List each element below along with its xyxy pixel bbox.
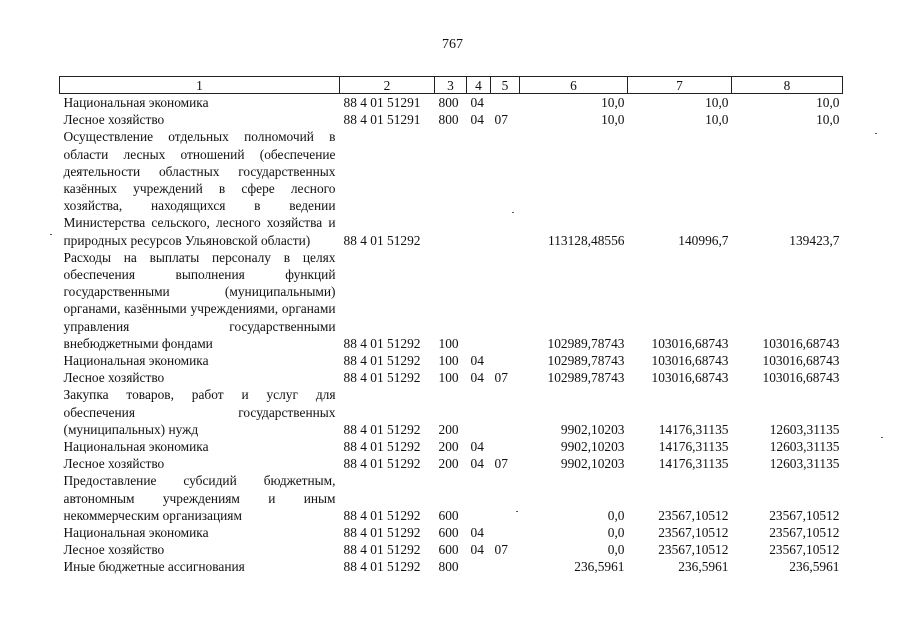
table-row [60, 455, 843, 472]
section-code: 04 [470, 370, 484, 386]
column-number-header: 4 [467, 77, 491, 94]
amount-col-7: 103016,68743 [651, 335, 729, 351]
subsection-code [491, 94, 520, 112]
target-article-code: 88 4 01 51292 [343, 335, 421, 351]
subsection-code [491, 128, 520, 248]
amount-col-7: 10,0 [705, 95, 729, 110]
table-row [60, 249, 843, 352]
amount-col-7: 14176,31135 [658, 456, 729, 472]
amount-col-6: 102989,78743 [547, 353, 625, 369]
row-name: Лесное хозяйство [63, 542, 165, 558]
column-number-header: 7 [628, 77, 732, 94]
table-body [60, 94, 843, 576]
subsection-code [491, 472, 520, 524]
row-name: Лесное хозяйство [63, 370, 165, 386]
expense-type: 800 [438, 559, 459, 575]
subsection-code: 07 [494, 112, 508, 128]
target-article-code: 88 4 01 51292 [343, 507, 421, 523]
section-code [467, 386, 491, 438]
target-article-code: 88 4 01 51292 [343, 542, 421, 558]
expense-type: 100 [438, 353, 459, 369]
subsection-code [491, 249, 520, 352]
table-row [60, 352, 843, 369]
amount-col-8: 23567,10512 [769, 542, 840, 558]
table-row [60, 472, 843, 524]
amount-col-7: 103016,68743 [651, 353, 729, 369]
table-row [60, 111, 843, 128]
amount-col-8: 12603,31135 [769, 421, 840, 437]
section-code [467, 128, 491, 248]
scan-speck [881, 437, 883, 438]
subsection-code [491, 352, 520, 369]
table-row [60, 386, 843, 438]
table-row [60, 128, 843, 248]
amount-col-8: 23567,10512 [769, 507, 840, 523]
target-article-code: 88 4 01 51292 [343, 456, 421, 472]
amount-col-8: 12603,31135 [769, 456, 840, 472]
table-row [60, 369, 843, 386]
row-name: Предоставление субсидий бюджетным, автономным учреждениям и иным некоммерческим организациям [63, 473, 336, 523]
amount-col-7: 23567,10512 [658, 525, 729, 541]
amount-col-6: 0,0 [607, 542, 625, 558]
row-name: Закупка товаров, работ и услуг для обеспечения государственных (муниципальных) нужд [63, 387, 336, 437]
amount-col-8: 139423,7 [789, 232, 840, 248]
amount-col-8: 103016,68743 [762, 335, 840, 351]
scan-speck [516, 511, 518, 512]
amount-col-6: 102989,78743 [547, 370, 625, 386]
amount-col-6: 9902,10203 [560, 421, 625, 437]
target-article-code: 88 4 01 51292 [343, 439, 421, 455]
amount-col-7: 140996,7 [678, 232, 729, 248]
amount-col-6: 10,0 [601, 112, 625, 128]
row-name: Национальная экономика [63, 353, 209, 369]
section-code: 04 [470, 112, 484, 128]
column-number-row [60, 77, 843, 94]
amount-col-6: 113128,48556 [548, 232, 625, 248]
target-article-code: 88 4 01 51292 [343, 421, 421, 437]
column-number-header: 3 [435, 77, 467, 94]
amount-col-7: 14176,31135 [658, 439, 729, 455]
subsection-code [491, 386, 520, 438]
column-number-header: 1 [60, 77, 340, 94]
column-number-header: 6 [520, 77, 628, 94]
target-article-code: 88 4 01 51291 [343, 112, 421, 128]
section-code: 04 [470, 525, 484, 541]
amount-col-8: 10,0 [816, 112, 840, 128]
expense-type: 600 [438, 525, 459, 541]
budget-table [59, 76, 843, 576]
amount-col-6: 9902,10203 [560, 439, 625, 455]
amount-col-7: 236,5961 [678, 559, 729, 575]
expense-type: 800 [438, 95, 459, 110]
row-name: Лесное хозяйство [63, 112, 165, 128]
amount-col-8: 103016,68743 [762, 370, 840, 386]
column-number-header: 8 [732, 77, 843, 94]
amount-col-8: 236,5961 [789, 559, 840, 575]
subsection-code [491, 558, 520, 575]
row-name: Расходы на выплаты персоналу в целях обеспечения выполнения функций государственными (муниципальными) органами, казёнными учреждениями, органами управления государственными внебюджетными фондами [63, 249, 336, 351]
amount-col-7: 14176,31135 [658, 421, 729, 437]
target-article-code: 88 4 01 51292 [343, 353, 421, 369]
table-row [60, 524, 843, 541]
target-article-code: 88 4 01 51292 [343, 232, 421, 248]
expense-type [435, 128, 467, 248]
amount-col-6: 236,5961 [574, 559, 625, 575]
section-code [467, 558, 491, 575]
row-name: Иные бюджетные ассигнования [63, 559, 245, 575]
amount-col-7: 23567,10512 [658, 542, 729, 558]
column-number-header: 2 [340, 77, 435, 94]
target-article-code: 88 4 01 51292 [343, 370, 421, 386]
section-code: 04 [470, 456, 484, 472]
expense-type: 100 [438, 335, 459, 351]
subsection-code: 07 [494, 370, 508, 386]
target-article-code: 88 4 01 51291 [343, 95, 421, 110]
expense-type: 200 [438, 421, 459, 437]
target-article-code: 88 4 01 51292 [343, 525, 421, 541]
expense-type: 800 [438, 112, 459, 128]
expense-type: 600 [438, 507, 459, 523]
row-name: Осуществление отдельных полномочий в области лесных отношений (обеспечение деятельности областных государственных казённых учреждений в сфере лесного хозяйства, находящихся в ведении Министерства сельского, лесного хозяйства и природных ресурсов Ульяновской области) [63, 129, 336, 248]
subsection-code: 07 [494, 456, 508, 472]
section-code [467, 249, 491, 352]
scan-speck [50, 234, 52, 235]
column-number-header: 5 [491, 77, 520, 94]
expense-type: 200 [438, 456, 459, 472]
amount-col-6: 0,0 [607, 525, 625, 541]
subsection-code: 07 [494, 542, 508, 558]
section-code: 04 [470, 95, 484, 110]
page-number: 767 [442, 37, 463, 52]
expense-type: 600 [438, 542, 459, 558]
subsection-code [491, 524, 520, 541]
section-code: 04 [470, 353, 484, 369]
amount-col-8: 103016,68743 [762, 353, 840, 369]
amount-col-6: 10,0 [601, 95, 625, 110]
scan-speck [875, 133, 877, 134]
row-name: Лесное хозяйство [63, 456, 165, 472]
expense-type: 200 [438, 439, 459, 455]
table-row [60, 558, 843, 575]
scan-speck [512, 212, 514, 213]
amount-col-6: 0,0 [607, 507, 625, 523]
table-row [60, 94, 843, 112]
row-name: Национальная экономика [63, 439, 209, 455]
amount-col-7: 10,0 [705, 112, 729, 128]
amount-col-8: 10,0 [816, 95, 840, 110]
table-row [60, 438, 843, 455]
section-code: 04 [470, 439, 484, 455]
section-code [467, 472, 491, 524]
row-name: Национальная экономика [63, 525, 209, 541]
row-name: Национальная экономика [63, 95, 209, 110]
section-code: 04 [470, 542, 484, 558]
amount-col-6: 102989,78743 [547, 335, 625, 351]
amount-col-7: 103016,68743 [651, 370, 729, 386]
amount-col-8: 12603,31135 [769, 439, 840, 455]
expense-type: 100 [438, 370, 459, 386]
subsection-code [491, 438, 520, 455]
amount-col-7: 23567,10512 [658, 507, 729, 523]
amount-col-6: 9902,10203 [560, 456, 625, 472]
table-row [60, 541, 843, 558]
amount-col-8: 23567,10512 [769, 525, 840, 541]
target-article-code: 88 4 01 51292 [343, 559, 421, 575]
